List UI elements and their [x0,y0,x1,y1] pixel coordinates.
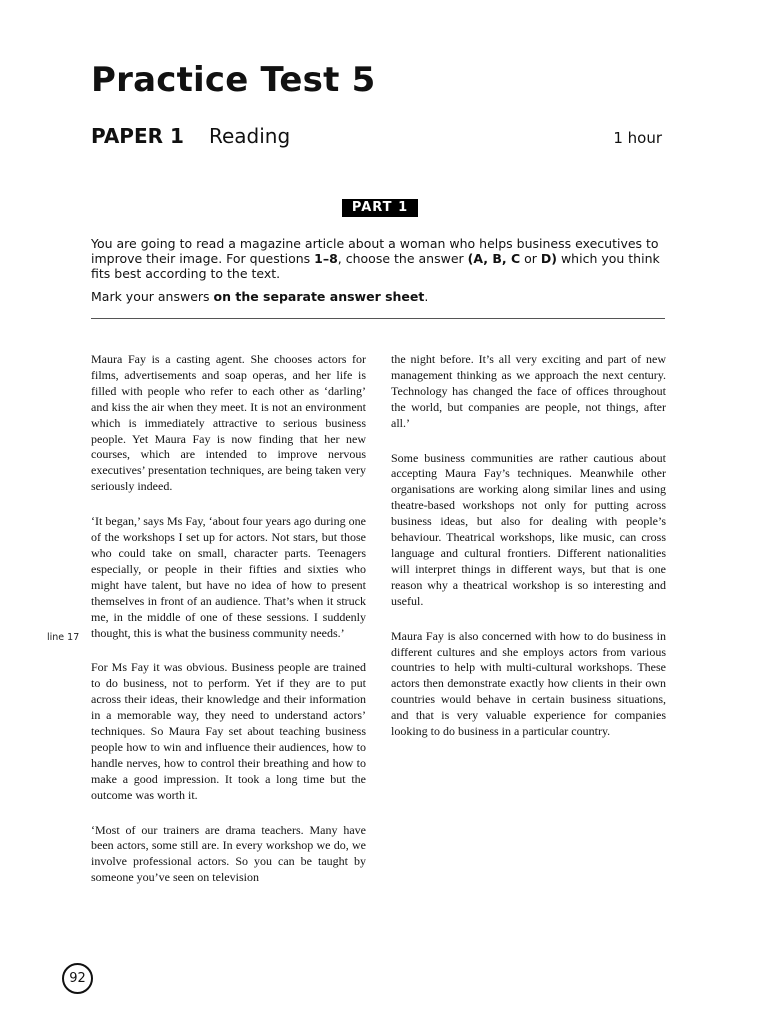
article-paragraph: Maura Fay is also concerned with how to do business in different cultures and she employs actors from various countries to help with multi-cultural workshops. These actors then demonstrate exactly how clients in their own countries would behave in certain business situations, and that is very valuable experience for companies looking to do business in a particular country. [391,628,666,739]
article-paragraph: For Ms Fay it was obvious. Business people are trained to do business, not to perform. Yet if they are to put across their ideas, their knowledge and their information in a memorable way, they need to understand actors’ techniques. So Maura Fay set about teaching business people how to win and influence their audiences, how to handle nerves, how to control their breathing and how to make a good impression. It took a long time but the outcome was worth it. [91,660,366,802]
duration: 1 hour [613,129,662,147]
instruction-text: , choose the answer [337,251,468,266]
instruction-text: Mark your answers [91,289,214,304]
paper-label: PAPER 1 [91,124,184,148]
page-number: 92 [69,971,86,986]
instruction-text: You are going to read a magazine article about a woman who helps business executives to improve their image. For questions [91,236,659,266]
article-paragraph: Maura Fay is a casting agent. She chooses actors for films, advertisements and soap operas, and her life is filled with people who refer to each other as ‘darling’ and kiss the air when they meet. It is not an environment which is immediately attractive to serious business people. Yet Maura Fay is now finding that her new courses, which are intended to improve nervous executives’ presentation techniques, are being taken very seriously indeed. [91,352,366,494]
article-paragraph: ‘It began,’ says Ms Fay, ‘about four years ago during one of the workshops I set up for actors. Not stars, but those who could take on small, character parts. Teenagers especially, or people in their fifties and sixties who might have talent, but have no idea of how to present themselves in front of an audience. That’s when it struck me, in the middle of one of these sessions. I suddenly thought, this is what the business community needs.’ [91,514,366,640]
article-paragraph: Some business communities are rather cautious about accepting Maura Fay’s techniques. Meanwhile other organisations are working along similar lines and using theatre-based workshops not only for putting across business ideas, but also for dealing with people’s behaviour. Theatrical workshops, like music, can cross language and cultural frontiers. Different nationalities will interpret things in different ways, but that is one reason why a theatrical workshop is so interesting and useful. [391,450,666,608]
instruction-paragraph [91,289,671,304]
answer-choices: (A, B, C [467,251,521,266]
article-column-right [391,352,666,759]
line-marker: line 17 [47,632,80,643]
page-number-badge [62,963,93,994]
instructions [91,236,671,304]
instruction-text: . [424,289,429,304]
question-range: 1–8 [314,251,338,266]
instruction-paragraph [91,236,671,281]
answer-choice-last: D) [540,251,557,266]
paper-name: Reading [209,124,291,148]
instruction-text: which you think fits best according to the text. [91,251,660,281]
answer-sheet-note: on the separate answer sheet [213,289,425,304]
divider [91,318,665,319]
article-paragraph: ‘Most of our trainers are drama teachers. Many have been actors, some still are. In every workshop we do, we involve professional actors. So you can be taught by someone you’ve seen on television [91,822,366,885]
part-badge: PART 1 [342,199,418,217]
article-column-left [91,352,366,905]
article-paragraph: the night before. It’s all very exciting and part of new management thinking as we approach the next century. Technology has changed the face of offices throughout the world, but companies are people, not things, after all.’ [391,352,666,430]
page-title: Practice Test 5 [91,60,376,100]
instruction-text: or [520,251,541,266]
